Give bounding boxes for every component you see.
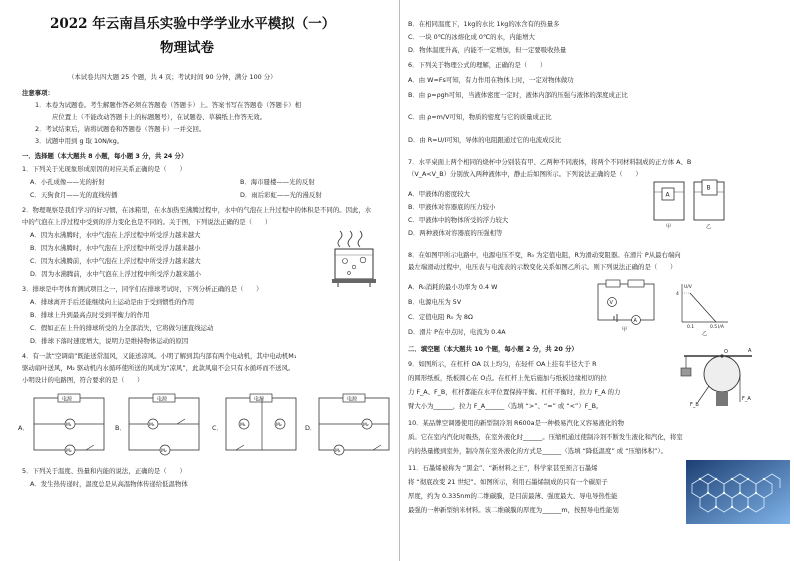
- q4-stem: 4．有一款“空调扇”既能送常温风，又能送凉风。小明了解到其内部有两个电动机，其中电动机M₁: [22, 352, 297, 360]
- circuit-diagram-b: [125, 390, 205, 458]
- svg-text:0.5: 0.5: [710, 325, 718, 330]
- q6-option-b: B．由 p=ρgh可知，当液体密度一定时，液体内部的压强与液体的深度成正比: [408, 91, 628, 99]
- q11-line: 最强的一种新型纳米材料。该二维碳膜的厚度为______m，按照导电性能划: [408, 506, 619, 514]
- exam-title: 2022 年云南昌乐实验中学学业水平模拟（一）: [50, 16, 336, 32]
- svg-text:B: B: [706, 184, 711, 192]
- svg-text:电源: 电源: [347, 396, 358, 403]
- svg-text:乙: 乙: [702, 331, 708, 336]
- svg-text:0.1: 0.1: [687, 325, 695, 330]
- q2-option-c: C．因为水沸腾前，水中气泡在上浮过程中所受浮力越来越大: [30, 257, 201, 265]
- boiling-beaker-figure: [330, 229, 382, 287]
- exam-meta: （本试卷共四大题 25 个题，共 4 页；考试时间 90 分钟，满分 100 分）: [68, 73, 277, 81]
- q8-ui-graph: [672, 280, 732, 336]
- q3-option-d: D．排球下落时速度增大，说明力是维持物体运动的原因: [30, 337, 189, 345]
- q5-option-c: C．一块 0℃的冰熔化成 0℃的水，内能增大: [408, 33, 535, 41]
- q1-option-a: A．小孔成像——光的折射: [30, 178, 105, 186]
- svg-text:M₂: M₂: [66, 449, 72, 454]
- svg-text:F_B: F_B: [690, 402, 699, 408]
- svg-text:电源: 电源: [254, 396, 265, 403]
- circuit-label-c: C．: [212, 424, 223, 432]
- graphene-image: [686, 460, 790, 524]
- q10-line: 质。它在室内汽化时吸热，在室外液化时______。压缩机通过使制冷剂不断发生液化和汽化，将室: [408, 433, 683, 441]
- circuit-label-b: B．: [115, 424, 126, 432]
- q8-option-b: B．电源电压为 5V: [408, 298, 462, 306]
- svg-text:O: O: [724, 349, 728, 355]
- q8-stem: 8．在如图甲所示电路中，电源电压不变，R₀ 为定值电阻，R为滑动变阻器。在滑片 P从最右端向: [408, 251, 681, 259]
- q6-option-c: C．由 ρ=m/V可知，物质的密度与它的质量成正比: [408, 113, 552, 121]
- svg-text:乙: 乙: [706, 224, 712, 230]
- q2-stem: 2．物理观察是我们学习的好习惯，在冰箱里，在水加热至沸腾过程中，水中的气泡在上升过程中的体积是不同的。因此，水: [22, 206, 372, 214]
- q1-option-b: B．海市蜃楼——光的反射: [240, 178, 315, 186]
- svg-text:甲: 甲: [622, 327, 628, 333]
- circuit-label-a: A．: [18, 424, 29, 432]
- q2-option-d: D．因为水沸腾前，水中气泡在上浮过程中所受浮力越来越小: [30, 270, 202, 278]
- q2-option-a: A．因为水沸腾时，水中气泡在上浮过程中所受浮力越来越大: [30, 231, 201, 239]
- q9-line: 的圆形纸板，纸板圆心在 O点。在杠杆上先后施加与纸板边缘相切的拉: [408, 374, 607, 382]
- svg-text:A: A: [633, 318, 637, 324]
- q1-stem: 1．下列关于光现象形成原因的对应关系正确的是（ ）: [22, 165, 186, 173]
- svg-text:M₂: M₂: [161, 449, 167, 454]
- q7-stem: 7．水平桌面上两个相同的烧杯中分别装有甲、乙两种不同液体，将两个不同材料制成的正方体 A、B: [408, 158, 692, 166]
- svg-text:A: A: [748, 348, 752, 354]
- q11-line: 厚度，约为 0.335nm的二维碳膜，是目前最薄、强度最大、导电导热性能: [408, 492, 618, 500]
- q5-option-a: A．发生热传递时，温度总是从高温物体传递给低温物体: [30, 480, 188, 488]
- q3-option-b: B．排球上升到最高点时受到平衡力的作用: [30, 311, 150, 319]
- svg-text:M₁: M₁: [335, 449, 341, 454]
- q7-option-a: A．甲液体的密度较大: [408, 190, 470, 198]
- beakers-figure: [650, 178, 730, 230]
- q2-option-b: B．因为水沸腾时，水中气泡在上浮过程中所受浮力越来越小: [30, 244, 201, 252]
- svg-text:电源: 电源: [157, 396, 168, 403]
- svg-text:A: A: [665, 191, 670, 199]
- q11-line: 将 “彻底改变 21 世纪”。如图所示，利用石墨烯制成的只有一个碳原子: [408, 478, 608, 486]
- circuit-diagram-c: [222, 390, 302, 458]
- svg-text:4: 4: [676, 292, 679, 297]
- q5-option-d: D．物体温度升高，内能不一定增加，但一定要吸收热量: [408, 46, 567, 54]
- power-source-label: 电源: [62, 396, 73, 403]
- q8-circuit-figure: [592, 276, 662, 334]
- svg-text:F_A: F_A: [742, 396, 751, 402]
- svg-text:M₂: M₂: [363, 423, 369, 428]
- q7-option-d: D．两种液体对容器底的压强相等: [408, 229, 503, 237]
- circuit-diagram-a: [30, 390, 110, 458]
- q9-line: 9．如图所示，在杠杆 OA 以上均匀，在轻杆 OA上挂有半径大于 R: [408, 360, 597, 368]
- lever-disk-figure: [676, 340, 758, 410]
- q5-option-b: B．在相同温度下，1kg的水比 1kg的冰含有的热量多: [408, 20, 560, 28]
- q7-stem: （V_A<V_B）分别放入两种液体中，静止后如图所示。下列说法正确的是（ ）: [408, 170, 642, 178]
- note-line: 2．考试结束后，请将试题卷和答题卷（答题卡）一并交回。: [35, 125, 206, 133]
- q2-stem: 中的气泡在上浮过程中受到的浮力变化也是不同的。关于图，下列说法正确的是（ ）: [22, 218, 272, 226]
- circuit-label-d: D．: [305, 424, 317, 432]
- q8-option-d: D．滑片 P在中点时，电流为 0.4A: [408, 328, 506, 336]
- q4-stem: 小明设计的电路图，符合要求的是（ ）: [22, 376, 144, 384]
- q3-option-c: C．假如正在上升的排球所受的力全部消失，它将做匀速直线运动: [30, 324, 214, 332]
- q6-stem: 6．下列关于物理公式的理解，正确的是（ ）: [408, 61, 547, 69]
- q6-option-d: D．由 R=U/I可知，导体的电阻跟通过它的电流成反比: [408, 136, 562, 144]
- q4-stem: 驱动扇叶送风，M₂ 驱动机内水循环使所送的风成为“凉风”，此款风扇不会只有水循环而不送风。: [22, 364, 295, 372]
- q9-line: 臂大小为______，拉力 F_A______（选填 “>”、“=” 或 “<”）F_B。: [408, 402, 603, 410]
- q3-stem: 3．排球是中考体育测试项目之一，同学们在排球考试时，下列分析正确的是（ ）: [22, 285, 263, 293]
- q10-line: 内的热量搬到室外，制冷剂在室外液化的方式是______（选填 “降低温度” 或 “压缩体积”）。: [408, 447, 667, 455]
- notes-heading: 注意事项：: [22, 89, 54, 97]
- exam-subtitle: 物理试卷: [160, 40, 214, 56]
- svg-text:M₂: M₂: [276, 423, 282, 428]
- q10-line: 10．某品牌空调器使用的新型制冷剂 R600a是一种极易汽化又容易液化的物: [408, 419, 625, 427]
- q1-option-d: D．雨后彩虹——光的漫反射: [240, 191, 322, 199]
- svg-text:甲: 甲: [666, 224, 672, 230]
- q7-option-c: C．甲液体中的物体所受的浮力较大: [408, 216, 509, 224]
- svg-text:M₁: M₁: [66, 423, 72, 428]
- q8-option-a: A．R₀消耗的最小功率为 0.4 W: [408, 283, 498, 291]
- q5-stem: 5．下列关于温度、热量和内能的说法，正确的是（ ）: [22, 467, 186, 475]
- note-line: 3．试题中用到 g 取 10N/kg。: [35, 137, 124, 145]
- q6-option-a: A．由 W=Fs可知，有力作用在物体上时，一定对物体做功: [408, 76, 574, 84]
- svg-text:M₁: M₁: [149, 423, 155, 428]
- note-line: 1．本卷为试题卷。考生解题作答必须在答题卷（答题卡）上。答案书写在答题卷（答题卡）相: [35, 101, 302, 109]
- q7-option-b: B．甲液体对容器底的压力较小: [408, 203, 496, 211]
- q1-option-c: C．天狗食月——光的直线传播: [30, 191, 118, 199]
- q11-line: 11．石墨烯被称为 “黑金”、“新材料之王”，科学家甚至预言石墨烯: [408, 464, 598, 472]
- svg-text:M₁: M₁: [240, 423, 246, 428]
- svg-text:U/V: U/V: [684, 285, 692, 290]
- q8-option-c: C．定值电阻 R₀ 为 8Ω: [408, 313, 473, 321]
- svg-text:I/A: I/A: [718, 325, 724, 330]
- q3-option-a: A．排球离开手后还能继续向上运动是由于受到惯性的作用: [30, 298, 195, 306]
- svg-text:V: V: [609, 300, 613, 306]
- section-heading: 二．填空题（本大题共 10 个题，每小题 2 分，共 20 分）: [408, 345, 578, 353]
- circuit-diagram-d: [315, 390, 395, 458]
- right-column: [400, 0, 794, 561]
- q8-stem: 最左端滑动过程中，电压表与电流表的示数变化关系如图乙所示。则下列说法正确的是（ ）: [408, 263, 677, 271]
- q9-line: 力 F_A、F_B，杠杆都能在水平位置保持平衡。杠杆平衡时，拉力 F_A 的力: [408, 388, 621, 396]
- section-heading: 一．选择题（本大题共 8 小题，每小题 3 分，共 24 分）: [22, 152, 188, 160]
- note-line: 应位置上（不能改动答题卡上的标题题号），在试题卷、草稿纸上作答无效。: [52, 113, 267, 121]
